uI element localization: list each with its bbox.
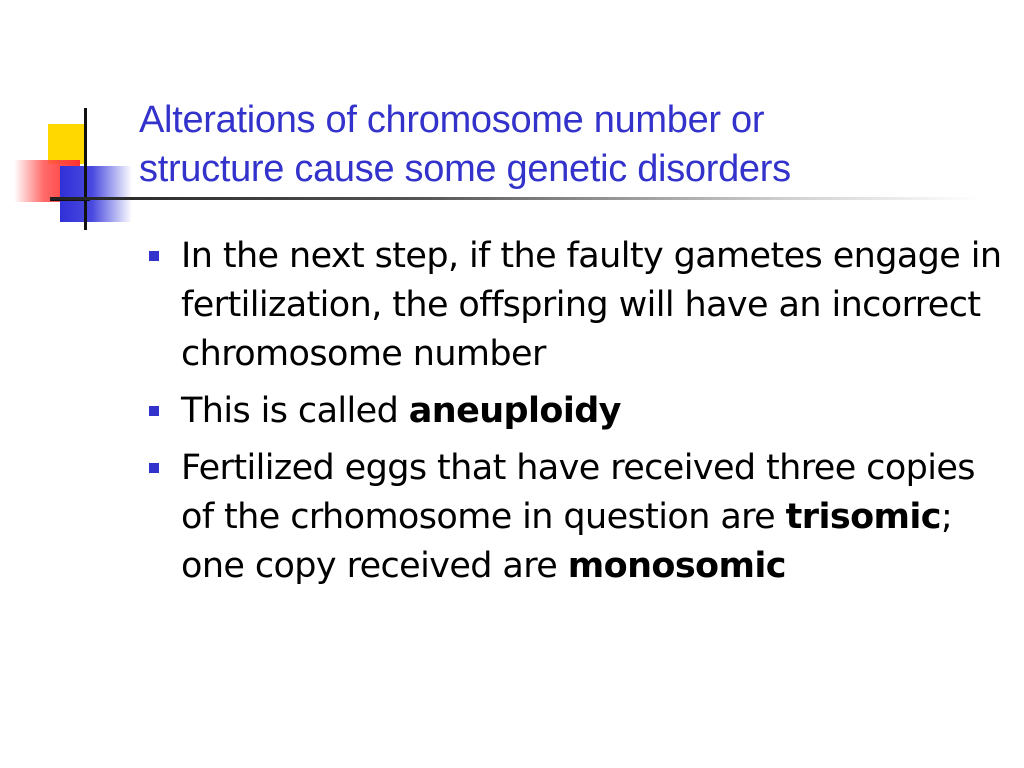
bullet-item (145, 387, 1005, 436)
bullet-square-icon (149, 406, 159, 416)
bullet-square-icon (149, 463, 159, 473)
bullet-text (181, 236, 1001, 374)
bullet-text (181, 391, 621, 431)
decorative-logo-block (0, 100, 140, 230)
bullet-text-segment: This is called (181, 391, 409, 431)
bullet-term-monosomic: monosomic (567, 546, 786, 586)
bullet-item (145, 232, 1005, 379)
slide-title (139, 96, 999, 194)
slide-title-line-2: structure cause some genetic disorders (139, 148, 791, 190)
blue-gradient-decoration (60, 166, 132, 222)
yellow-square-decoration (48, 124, 84, 164)
bullet-text (181, 448, 975, 586)
slide-title-line-1: Alterations of chromosome number or (139, 99, 765, 141)
vertical-rule-decoration (84, 108, 87, 230)
bullet-item (145, 444, 1005, 591)
bullet-text-segment: Fertilized eggs that have received three copies of the crhomosome in question are (181, 448, 975, 537)
title-underline-rule (50, 197, 980, 200)
bullet-square-icon (149, 251, 159, 261)
bullet-text-segment: In the next step, if the faulty gametes engage in fertilization, the offspring will have an incorrect chromosome number (181, 236, 1002, 374)
bullet-text-segment: ; one copy received are (181, 497, 953, 586)
bullet-term-trisomic: trisomic (785, 497, 941, 537)
bullet-list (145, 232, 1005, 599)
bullet-term-aneuploidy: aneuploidy (408, 391, 621, 431)
